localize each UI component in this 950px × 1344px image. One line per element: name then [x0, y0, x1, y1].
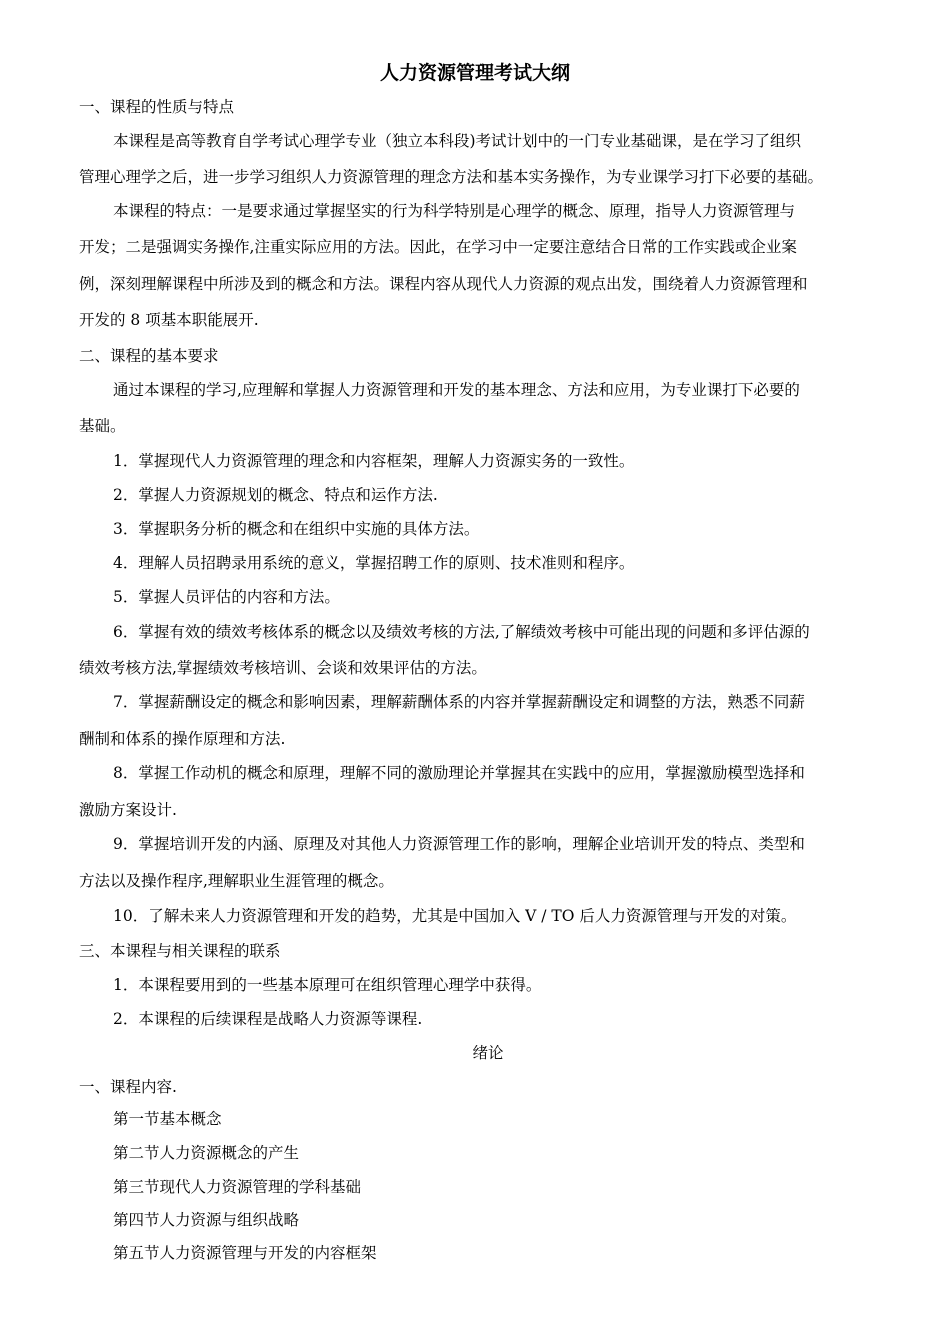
- list-item-continuation: 方法以及操作程序,理解职业生涯管理的概念。: [79, 872, 394, 890]
- list-item: 10．了解未来人力资源管理和开发的趋势，尤其是中国加入 V / TO 后人力资源管理与开发的对策。: [113, 907, 797, 925]
- toc-item: 第一节基本概念: [113, 1110, 222, 1128]
- toc-item: 第二节人力资源概念的产生: [113, 1144, 300, 1162]
- toc-item: 第四节人力资源与组织战略: [113, 1211, 300, 1229]
- paragraph-line: 通过本课程的学习,应理解和掌握人力资源管理和开发的基本理念、方法和应用，为专业课打下必要的: [113, 381, 800, 399]
- list-item: 6．掌握有效的绩效考核体系的概念以及绩效考核的方法,了解绩效考核中可能出现的问题和多评估源的: [113, 623, 810, 641]
- section-heading-3: 三、本课程与相关课程的联系: [79, 942, 281, 960]
- paragraph-line: 本课程是高等教育自学考试心理学专业（独立本科段)考试计划中的一门专业基础课，是在学习了组织: [113, 132, 802, 150]
- paragraph-line: 管理心理学之后，进一步学习组织人力资源管理的理念方法和基本实务操作，为专业课学习打下必要的基础。: [79, 168, 824, 186]
- list-item-continuation: 激励方案设计.: [79, 801, 177, 819]
- paragraph-line: 开发；二是强调实务操作,注重实际应用的方法。因此，在学习中一定要注意结合日常的工作实践或企业案: [79, 238, 797, 256]
- list-item: 8．掌握工作动机的概念和原理，理解不同的激励理论并掌握其在实践中的应用，掌握激励模型选择和: [113, 764, 805, 782]
- list-item-continuation: 绩效考核方法,掌握绩效考核培训、会谈和效果评估的方法。: [79, 659, 487, 677]
- list-item: 1．本课程要用到的一些基本原理可在组织管理心理学中获得。: [113, 976, 542, 994]
- section-heading-4: 一、课程内容.: [79, 1078, 177, 1096]
- list-item: 7．掌握薪酬设定的概念和影响因素，理解薪酬体系的内容并掌握薪酬设定和调整的方法，熟悉不同薪: [113, 693, 805, 711]
- toc-item: 第三节现代人力资源管理的学科基础: [113, 1178, 362, 1196]
- list-item-continuation: 酬制和体系的操作原理和方法.: [79, 730, 286, 748]
- paragraph-line: 例，深刻理解课程中所涉及到的概念和方法。课程内容从现代人力资源的观点出发，围绕着人力资源管理和: [79, 275, 808, 293]
- list-item: 2．掌握人力资源规划的概念、特点和运作方法.: [113, 486, 438, 504]
- list-item: 4．理解人员招聘录用系统的意义，掌握招聘工作的原则、技术准则和程序。: [113, 554, 635, 572]
- list-item: 9．掌握培训开发的内涵、原理及对其他人力资源管理工作的影响，理解企业培训开发的特点、类型和: [113, 835, 805, 853]
- paragraph-line: 开发的 8 项基本职能展开.: [79, 311, 259, 329]
- list-item: 2．本课程的后续课程是战略人力资源等课程.: [113, 1010, 423, 1028]
- list-item: 3．掌握职务分析的概念和在组织中实施的具体方法。: [113, 520, 480, 538]
- list-item: 5．掌握人员评估的内容和方法。: [113, 588, 340, 606]
- list-item: 1．掌握现代人力资源管理的理念和内容框架，理解人力资源实务的一致性。: [113, 452, 635, 470]
- document-title: 人力资源管理考试大纲: [379, 62, 570, 84]
- paragraph-line: 基础。: [79, 417, 126, 435]
- toc-item: 第五节人力资源管理与开发的内容框架: [113, 1244, 377, 1262]
- chapter-heading: 绪论: [472, 1044, 504, 1062]
- paragraph-line: 本课程的特点：一是要求通过掌握坚实的行为科学特别是心理学的概念、原理，指导人力资源管理与: [113, 202, 796, 220]
- section-heading-1: 一、课程的性质与特点: [79, 98, 235, 116]
- section-heading-2: 二、课程的基本要求: [79, 347, 219, 365]
